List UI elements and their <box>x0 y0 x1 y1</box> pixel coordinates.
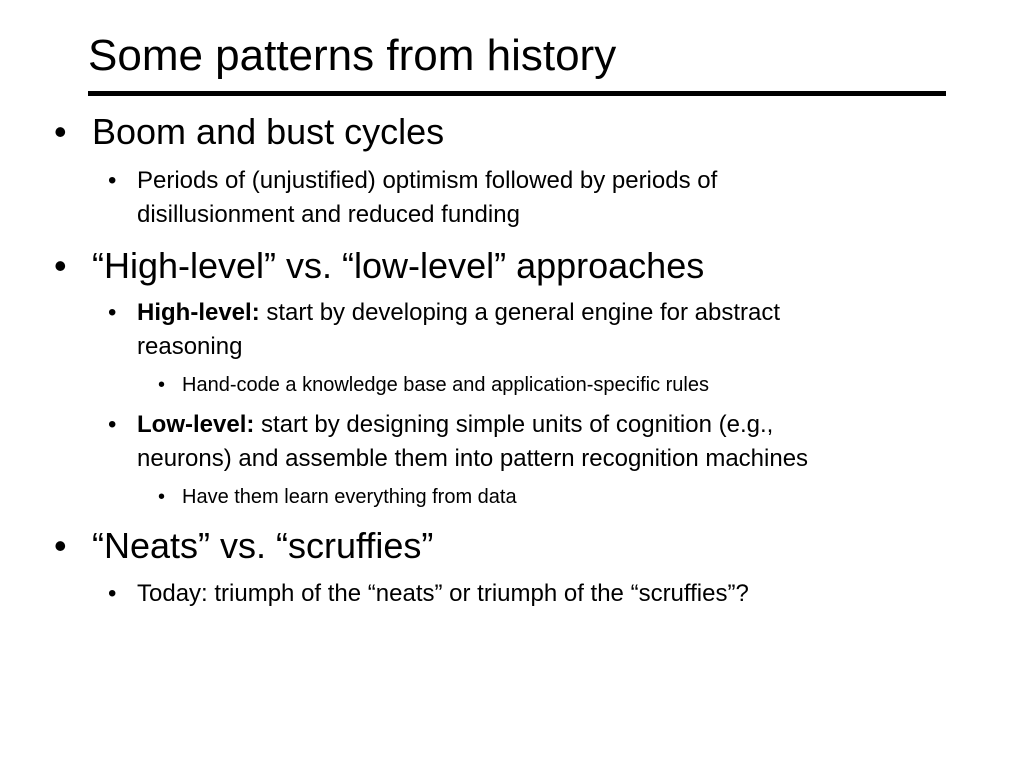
bullet-icon: • <box>108 580 117 607</box>
bullet-icon: • <box>108 167 117 194</box>
line-2: disillusionment and reduced funding <box>137 201 520 228</box>
bullet-text: “High-level” vs. “low-level” approaches <box>92 245 705 286</box>
bullet-text: “Neats” vs. “scruffies” <box>92 525 434 566</box>
bullet-icon: • <box>54 245 67 286</box>
line-2: reasoning <box>137 333 243 360</box>
bullet-icon: • <box>108 411 117 438</box>
bold-label: Low-level: <box>137 411 255 438</box>
sub-sub-bullet-text: Hand-code a knowledge base and application-specific rules <box>182 374 709 396</box>
sub-bullet-text: Today: triumph of the “neats” or triumph of the “scruffies”? <box>137 580 749 607</box>
sub-bullet-text <box>137 296 957 364</box>
bullet-icon: • <box>158 374 166 396</box>
line-1: start by designing simple units of cognition (e.g., <box>254 411 774 438</box>
bullet-text: Boom and bust cycles <box>92 111 445 152</box>
bullet-icon: • <box>54 525 67 566</box>
sub-bullet-text <box>137 164 957 232</box>
line-1: Periods of (unjustified) optimism followed by periods of <box>137 167 718 194</box>
sub-bullet-text <box>137 408 957 476</box>
bold-label: High-level: <box>137 299 260 326</box>
line-1: start by developing a general engine for abstract <box>259 299 781 326</box>
slide-title: Some patterns from history <box>88 31 617 80</box>
bullet-icon: • <box>158 486 166 508</box>
title-underline <box>88 91 946 96</box>
sub-sub-bullet-text: Have them learn everything from data <box>182 486 517 508</box>
bullet-icon: • <box>108 299 117 326</box>
line-2: neurons) and assemble them into pattern recognition machines <box>137 445 809 472</box>
bullet-icon: • <box>54 111 67 152</box>
